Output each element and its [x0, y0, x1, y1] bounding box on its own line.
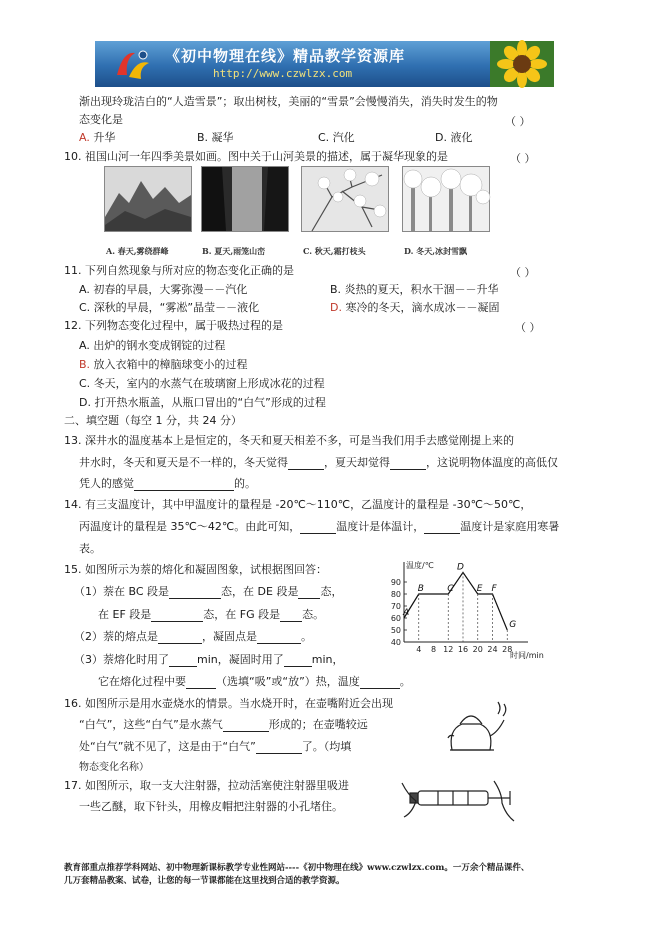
q13-blank-1[interactable]: [288, 458, 324, 470]
q9-option-b[interactable]: B. 凝华: [197, 131, 234, 144]
q15-part1-line1: （1）萘在 BC 段是 态，在 DE 段是 态，: [74, 585, 343, 598]
temperature-curve: [404, 572, 507, 630]
q11-option-a[interactable]: A. 初春的早晨，大雾弥漫－－汽化: [79, 283, 248, 296]
q15-part2: （2）萘的熔点是 ，凝固点是 。: [74, 630, 312, 643]
q12-option-d[interactable]: D. 打开热水瓶盖，从瓶口冒出的“白气”形成的过程: [79, 396, 326, 409]
q15-blank-melting-point[interactable]: [158, 632, 202, 644]
q13-line3: 凭人的感觉 的。: [79, 477, 256, 490]
q12-answer-paren: （ ）: [515, 321, 541, 334]
x-tick-label: 8: [430, 645, 437, 654]
x-axis-label: 时间/min: [510, 651, 544, 660]
q14-line2: 丙温度计的量程是 35℃～42℃。由此可知， 温度计是体温计， 温度计是家庭用寒暑: [79, 520, 560, 533]
q11-option-d[interactable]: D. 寒冷的冬天，滴水成冰－－凝固: [330, 301, 500, 314]
banner-title: 《初中物理在线》精品教学资源库: [165, 47, 406, 65]
q9-option-c[interactable]: C. 汽化: [318, 131, 355, 144]
y-tick-label: 90: [390, 578, 401, 587]
x-tick-label: 28: [502, 645, 513, 654]
sunflower-icon: [490, 41, 554, 87]
q12-option-a[interactable]: A. 出炉的钢水变成钢锭的过程: [79, 339, 226, 352]
banner-url[interactable]: http://www.czwlzx.com: [213, 67, 353, 80]
y-tick-label: 80: [390, 590, 401, 599]
q15-part3-line1: （3）萘熔化时用了 min，凝固时用了 min，: [74, 653, 344, 666]
q16-line1: 16. 如图所示是用水壶烧水的情景。当水烧开时，在壶嘴附近会出现: [64, 697, 393, 710]
y-tick-label: 40: [390, 638, 401, 647]
footer-line2: 几万套精品教案、试卷，让您的每一节课都能在这里找到合适的教学资源。: [64, 876, 345, 886]
footer-line1: 教育部重点推荐学科网站、初中物理新课标教学专业性网站----《初中物理在线》www.czwlzx.com。一万余个精品课件、: [64, 863, 530, 873]
syringe-icon: [398, 773, 518, 827]
point-label-g: G: [509, 620, 517, 630]
q14-blank-1[interactable]: [300, 522, 336, 534]
q13-blank-2[interactable]: [390, 458, 426, 470]
y-tick-label: 50: [390, 626, 401, 635]
x-tick-label: 4: [416, 645, 422, 654]
point-label-f: F: [491, 584, 497, 594]
x-tick-label: 24: [487, 645, 498, 654]
q15-blank-freeze-time[interactable]: [284, 655, 312, 667]
q9-option-a[interactable]: A. 升华: [79, 131, 116, 144]
point-label-e: E: [476, 584, 483, 594]
photo-caption-d: D. 冬天,冰封雪飘: [404, 246, 468, 256]
q16-line4: 物态变化名称）: [79, 762, 149, 773]
q14-blank-2[interactable]: [424, 522, 460, 534]
site-banner: [95, 41, 554, 87]
q17-line1: 17. 如图所示，取一支大注射器，拉动活塞使注射器里吸进: [64, 779, 349, 792]
photo-spring-mist-peaks: [104, 166, 192, 232]
q15-blank-freezing-point[interactable]: [257, 632, 301, 644]
q15-blank-ef[interactable]: [151, 610, 203, 622]
q9-option-d[interactable]: D. 液化: [435, 131, 473, 144]
q11-option-b[interactable]: B. 炎热的夏天，积水干涸－－升华: [330, 283, 499, 296]
q11-stem: 11. 下列自然现象与所对应的物态变化正确的是: [64, 264, 294, 277]
photo-summer-rain-mountain: [201, 166, 289, 232]
q15-blank-heat[interactable]: [186, 677, 216, 689]
y-tick-label: 70: [390, 602, 401, 611]
q14-line3: 表。: [79, 542, 101, 555]
q13-line2: 井水时，冬天和夏天是不一样的，冬天觉得 ，夏天却觉得 ，这说明物体温度的高低仅: [79, 456, 558, 469]
q15-part3-line2: 它在熔化过程中要 （选填“吸”或“放”）热，温度 。: [98, 675, 411, 688]
photo-autumn-frost-branches: [301, 166, 389, 232]
site-logo-icon: [113, 45, 153, 83]
q15-blank-fg[interactable]: [280, 610, 302, 622]
q11-option-c[interactable]: C. 深秋的早晨，“雾凇”晶莹－－液化: [79, 301, 260, 314]
q9-stem-line1: 渐出现玲珑洁白的“人造雪景”；取出树枝，美丽的“雪景”会慢慢消失，消失时发生的物: [79, 95, 498, 108]
q16-blank-2[interactable]: [256, 742, 302, 754]
photo-caption-b: B. 夏天,雨笼山峦: [202, 246, 266, 256]
q12-option-b[interactable]: B. 放入衣箱中的樟脑球变小的过程: [79, 358, 248, 371]
q15-blank-temperature[interactable]: [360, 677, 400, 689]
q15-part1-line2: 在 EF 段是 态，在 FG 段是 态。: [98, 608, 325, 621]
x-tick-label: 16: [457, 645, 469, 654]
q17-line2: 一些乙醚，取下针头，用橡皮帽把注射器的小孔堵住。: [79, 800, 343, 813]
photo-caption-a: A. 春天,雾绕群峰: [106, 246, 169, 256]
y-axis-label: 温度/℃: [406, 561, 434, 570]
x-tick-label: 12: [443, 645, 454, 654]
photo-winter-ice-snow: [402, 166, 490, 232]
q9-answer-paren: （ ）: [505, 115, 531, 128]
q16-line2: “白气”，这些“白气”是水蒸气 形成的；在壶嘴较远: [79, 718, 368, 731]
point-label-d: D: [457, 562, 464, 573]
naphthalene-melting-chart: [378, 560, 544, 660]
q9-stem-line2: 态变化是: [79, 113, 123, 126]
page-footer: [64, 862, 624, 888]
point-label-b: B: [417, 584, 424, 594]
q13-line1: 13. 深井水的温度基本上是恒定的，冬天和夏天相差不多，可是当我们用手去感觉刚提上来的: [64, 434, 514, 447]
point-label-a: A: [403, 608, 410, 618]
photo-caption-c: C. 秋天,霜打枝头: [303, 246, 366, 256]
q13-blank-3[interactable]: [134, 479, 234, 491]
kettle-icon: [440, 700, 510, 758]
q15-stem: 15. 如图所示为萘的熔化和凝固图象，试根据图回答：: [64, 563, 327, 576]
q10-stem: 10. 祖国山河一年四季美景如画。图中关于山河美景的描述，属于凝华现象的是: [64, 150, 448, 163]
y-tick-label: 60: [390, 614, 401, 623]
q15-blank-melt-time[interactable]: [169, 655, 197, 667]
q15-blank-de[interactable]: [298, 587, 320, 599]
q11-answer-paren: （ ）: [510, 266, 536, 279]
q15-blank-bc[interactable]: [169, 587, 221, 599]
q12-option-c[interactable]: C. 冬天，室内的水蒸气在玻璃窗上形成冰花的过程: [79, 377, 325, 390]
x-tick-label: 20: [472, 645, 483, 654]
q16-line3: 处“白气”就不见了，这是由于“白气” 了。（均填: [79, 740, 352, 753]
q14-line1: 14. 有三支温度计，其中甲温度计的量程是 -20℃～110℃，乙温度计的量程是 -30℃～50℃，: [64, 498, 532, 511]
section-heading-fill-blank: 二、填空题（每空 1 分，共 24 分）: [64, 414, 242, 427]
q10-answer-paren: （ ）: [510, 152, 536, 165]
q16-blank-1[interactable]: [223, 720, 269, 732]
point-label-c: C: [447, 584, 454, 594]
q12-stem: 12. 下列物态变化过程中，属于吸热过程的是: [64, 319, 283, 332]
